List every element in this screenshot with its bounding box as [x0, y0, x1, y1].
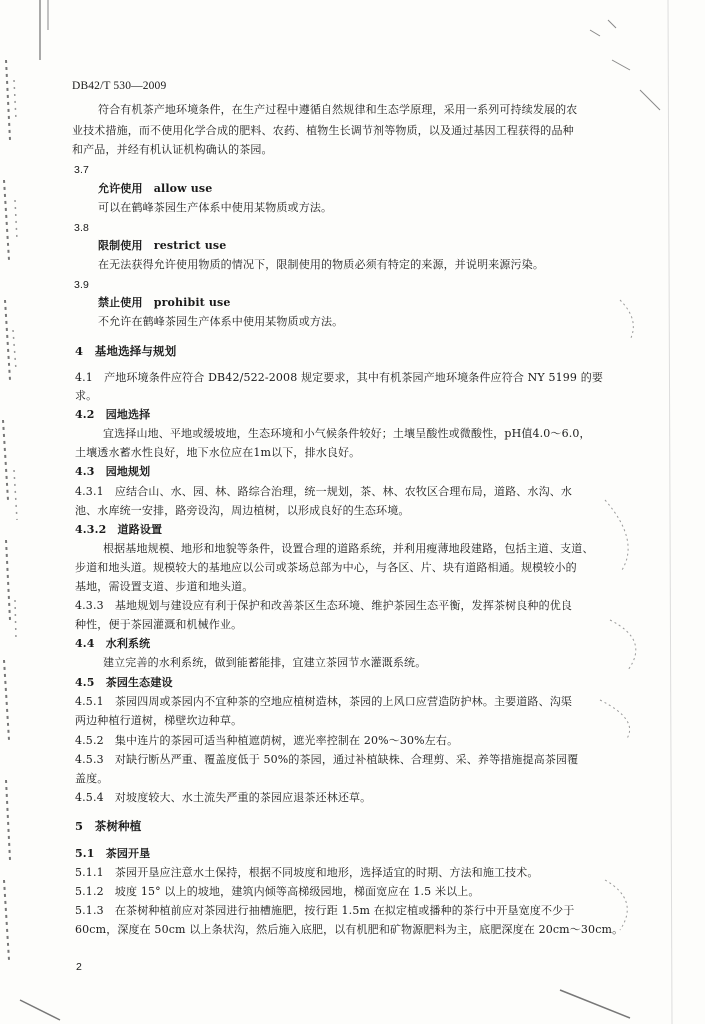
paragraph-line: 两边种植行道树，梯壁坎边种草。: [75, 714, 243, 727]
paragraph-line: 池、水库统一安排，路旁设沟，周边植树，以形成良好的生态环境。: [75, 504, 410, 517]
paragraph-line: 4.5.4 对坡度较大、水土流失严重的茶园应退茶还林还草。: [75, 791, 372, 804]
paragraph-line: 根据基地规模、地形和地貌等条件，设置合理的道路系统，并利用瘦薄地段建路，包括主道、支道、: [103, 542, 594, 555]
subsection-heading: 4.5 茶园生态建设: [75, 676, 173, 689]
paragraph-line: 5.1.1 茶园开垦应注意水土保持，根据不同坡度和地形，选择适宜的时期、方法和施工技术。: [75, 866, 539, 879]
paragraph-line: 求。: [75, 389, 98, 402]
term-definition: 可以在鹤峰茶园生产体系中使用某物质或方法。: [98, 201, 333, 214]
term-heading: 允许使用 allow use: [98, 182, 213, 195]
paragraph-line: 5.1.2 坡度 15° 以上的坡地，建筑内倾等高梯级园地，梯面宽应在 1.5 米以上。: [75, 885, 480, 898]
paragraph-line: 步道和地头道。规模较大的基地应以公司或茶场总部为中心，与各区、片、块有道路相通。规模较小的: [75, 561, 577, 574]
subsection-heading: 4.4 水利系统: [75, 637, 151, 650]
term-heading: 限制使用 restrict use: [98, 239, 227, 252]
paragraph-line: 4.5.1 茶园四周或茶园内不宜种茶的空地应植树造林，茶园的上风口应营造防护林。主要道路、沟渠: [75, 695, 573, 708]
document-code: DB42/T 530—2009: [72, 80, 167, 92]
subsection-heading: 4.3.2 道路设置: [75, 523, 163, 536]
subsection-heading: 4.2 园地选择: [75, 408, 151, 421]
paragraph-line: 土壤透水蓄水性良好，地下水位应在1m以下，排水良好。: [75, 446, 361, 459]
section-heading: 4 基地选择与规划: [75, 344, 177, 358]
clause-number: 3.8: [74, 222, 90, 234]
paragraph-line: 4.3.1 应结合山、水、园、林、路综合治理，统一规划，茶、林、农牧区合理布局，道路、水沟、水: [75, 485, 573, 498]
paragraph-line: 60cm，深度在 50cm 以上条状沟，然后施入底肥，以有机肥和矿物源肥料为主，底肥深度在 20cm～30cm。: [75, 923, 624, 936]
term-definition: 在无法获得允许使用物质的情况下，限制使用的物质必须有特定的来源，并说明来源污染。: [98, 258, 544, 271]
clause-number: 3.9: [74, 279, 90, 291]
paragraph-line: 建立完善的水利系统，做到能蓄能排，宜建立茶园节水灌溉系统。: [103, 656, 427, 669]
paragraph-line: 盖度。: [75, 772, 109, 785]
paragraph-line: 基地，需设置支道、步道和地头道。: [75, 580, 254, 593]
paragraph-line: 4.3.3 基地规划与建设应有利于保护和改善茶区生态环境、维护茶园生态平衡，发挥茶树良种的优良: [75, 599, 573, 612]
term-definition: 不允许在鹤峰茶园生产体系中使用某物质或方法。: [98, 315, 344, 328]
paragraph-line: 和产品，并经有机认证机构确认的茶园。: [72, 143, 273, 156]
paragraph-line: 业技术措施，而不使用化学合成的肥料、农药、植物生长调节剂等物质，以及通过基因工程获得的品种: [72, 124, 574, 137]
paragraph-line: 4.5.2 集中连片的茶园可适当种植遮荫树，遮光率控制在 20%～30%左右。: [75, 734, 459, 747]
paragraph-line: 4.1 产地环境条件应符合 DB42/522-2008 规定要求，其中有机茶园产地环境条件应符合 NY 5199 的要: [75, 371, 604, 384]
clause-number: 3.7: [74, 164, 90, 176]
term-heading: 禁止使用 prohibit use: [98, 296, 231, 309]
section-heading: 5 茶树种植: [75, 819, 142, 833]
subsection-heading: 5.1 茶园开垦: [75, 847, 151, 860]
paragraph-line: 符合有机茶产地环境条件，在生产过程中遵循自然规律和生态学原理，采用一系列可持续发展的农: [98, 103, 578, 116]
paragraph-line: 5.1.3 在茶树种植前应对茶园进行抽槽施肥，按行距 1.5m 在拟定植或播种的茶行中开垦宽度不少于: [75, 904, 575, 917]
paragraph-line: 4.5.3 对缺行断丛严重、覆盖度低于 50%的茶园，通过补植缺株、合理剪、采、养等措施提高茶园覆: [75, 753, 579, 766]
page-number: 2: [76, 961, 82, 973]
subsection-heading: 4.3 园地规划: [75, 465, 151, 478]
paragraph-line: 种性，便于茶园灌溉和机械作业。: [75, 618, 243, 631]
paragraph-line: 宜选择山地、平地或缓坡地，生态环境和小气候条件较好；土壤呈酸性或微酸性，pH值4.0～6.0，: [103, 427, 591, 440]
